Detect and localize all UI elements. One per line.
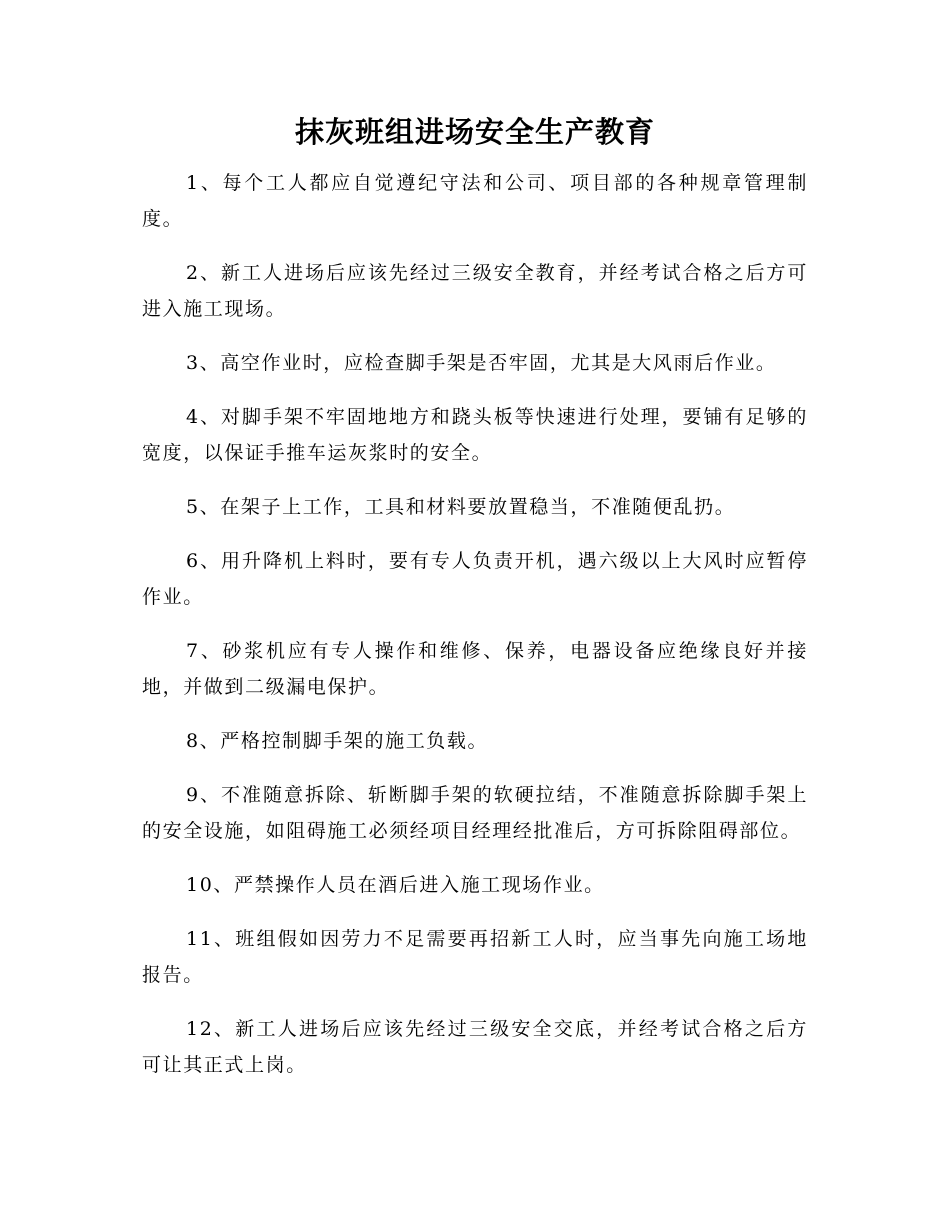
paragraph-4: 4、对脚手架不牢固地地方和跷头板等快速进行处理，要铺有足够的宽度，以保证手推车运灰浆时的安全。 (142, 406, 808, 464)
paragraph-1: 1、每个工人都应自觉遵纪守法和公司、项目部的各种规章管理制度。 (142, 172, 808, 230)
paragraph-9: 9、不准随意拆除、斩断脚手架的软硬拉结，不准随意拆除脚手架上的安全设施，如阻碍施工必须经项目经理经批准后，方可拆除阻碍部位。 (142, 784, 808, 842)
document-body (142, 165, 808, 1101)
paragraph-6: 6、用升降机上料时，要有专人负责开机，遇六级以上大风时应暂停作业。 (142, 550, 808, 608)
paragraph-7: 7、砂浆机应有专人操作和维修、保养，电器设备应绝缘良好并接地，并做到二级漏电保护。 (142, 640, 808, 698)
paragraph-3: 3、高空作业时，应检查脚手架是否牢固，尤其是大风雨后作业。 (186, 352, 777, 374)
paragraph-12: 12、新工人进场后应该先经过三级安全交底，并经考试合格之后方可让其正式上岗。 (142, 1018, 808, 1076)
paragraph-8: 8、严格控制脚手架的施工负载。 (186, 730, 489, 752)
paragraph-11: 11、班组假如因劳力不足需要再招新工人时，应当事先向施工场地报告。 (142, 928, 808, 986)
paragraph-2: 2、新工人进场后应该先经过三级安全教育，并经考试合格之后方可进入施工现场。 (142, 262, 808, 320)
paragraph-10: 10、严禁操作人员在酒后进入施工现场作业。 (186, 874, 605, 896)
page-title: 抹灰班组进场安全生产教育 (294, 115, 655, 149)
paragraph-5: 5、在架子上工作，工具和材料要放置稳当，不准随便乱扔。 (186, 496, 736, 518)
